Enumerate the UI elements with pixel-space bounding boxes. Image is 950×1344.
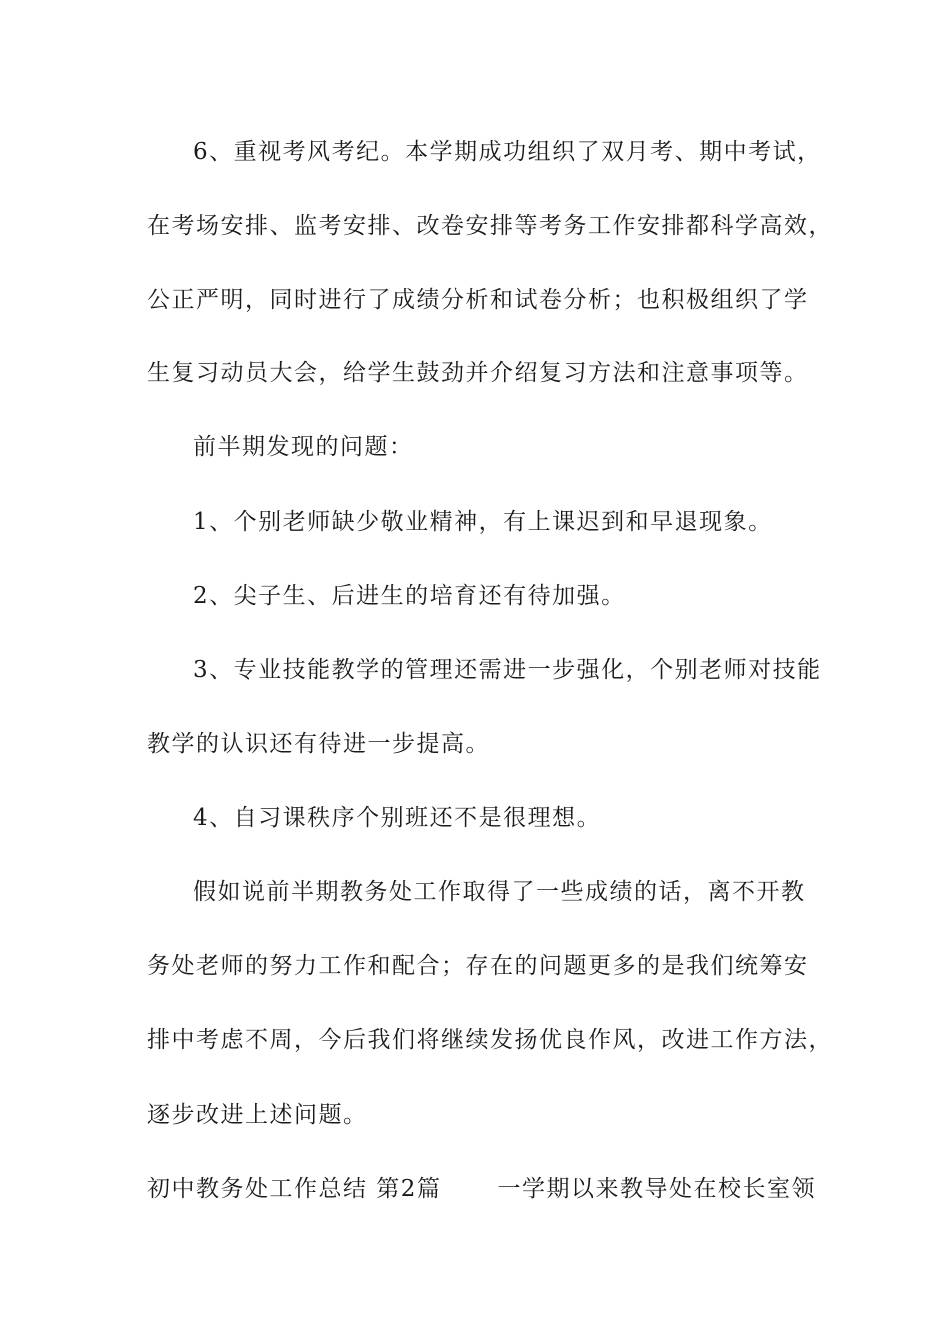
list-item: 2、尖子生、后进生的培育还有待加强。 xyxy=(193,583,626,609)
next-section-line xyxy=(147,1174,837,1204)
paragraph-line: 逐步改进上述问题。 xyxy=(147,1102,368,1128)
section-label: 前半期发现的问题： xyxy=(193,434,414,460)
paragraph-line: 假如说前半期教务处工作取得了一些成绩的话，离不开教 xyxy=(193,879,806,905)
section-title: 初中教务处工作总结 第2篇 xyxy=(147,1176,442,1202)
paragraph-line: 教学的认识还有待进一步提高。 xyxy=(147,731,490,757)
paragraph-line: 6、重视考风考纪。本学期成功组织了双月考、期中考试， xyxy=(193,139,822,165)
paragraph-line: 公正严明，同时进行了成绩分析和试卷分析；也积极组织了学 xyxy=(147,287,809,313)
paragraph-line: 务处老师的努力工作和配合；存在的问题更多的是我们统筹安 xyxy=(147,953,809,979)
paragraph-line: 在考场安排、监考安排、改卷安排等考务工作安排都科学高效， xyxy=(147,213,833,239)
list-item: 1、个别老师缺少敬业精神，有上课迟到和早退现象。 xyxy=(193,509,773,535)
paragraph-line: 生复习动员大会，给学生鼓劲并介绍复习方法和注意事项等。 xyxy=(147,360,809,386)
list-item: 4、自习课秩序个别班还不是很理想。 xyxy=(193,805,602,831)
paragraph-line: 排中考虑不周，今后我们将继续发扬优良作风，改进工作方法， xyxy=(147,1027,833,1053)
list-item: 3、专业技能教学的管理还需进一步强化，个别老师对技能 xyxy=(193,657,822,683)
section-intro-text: 一学期以来教导处在校长室领 xyxy=(497,1176,816,1202)
